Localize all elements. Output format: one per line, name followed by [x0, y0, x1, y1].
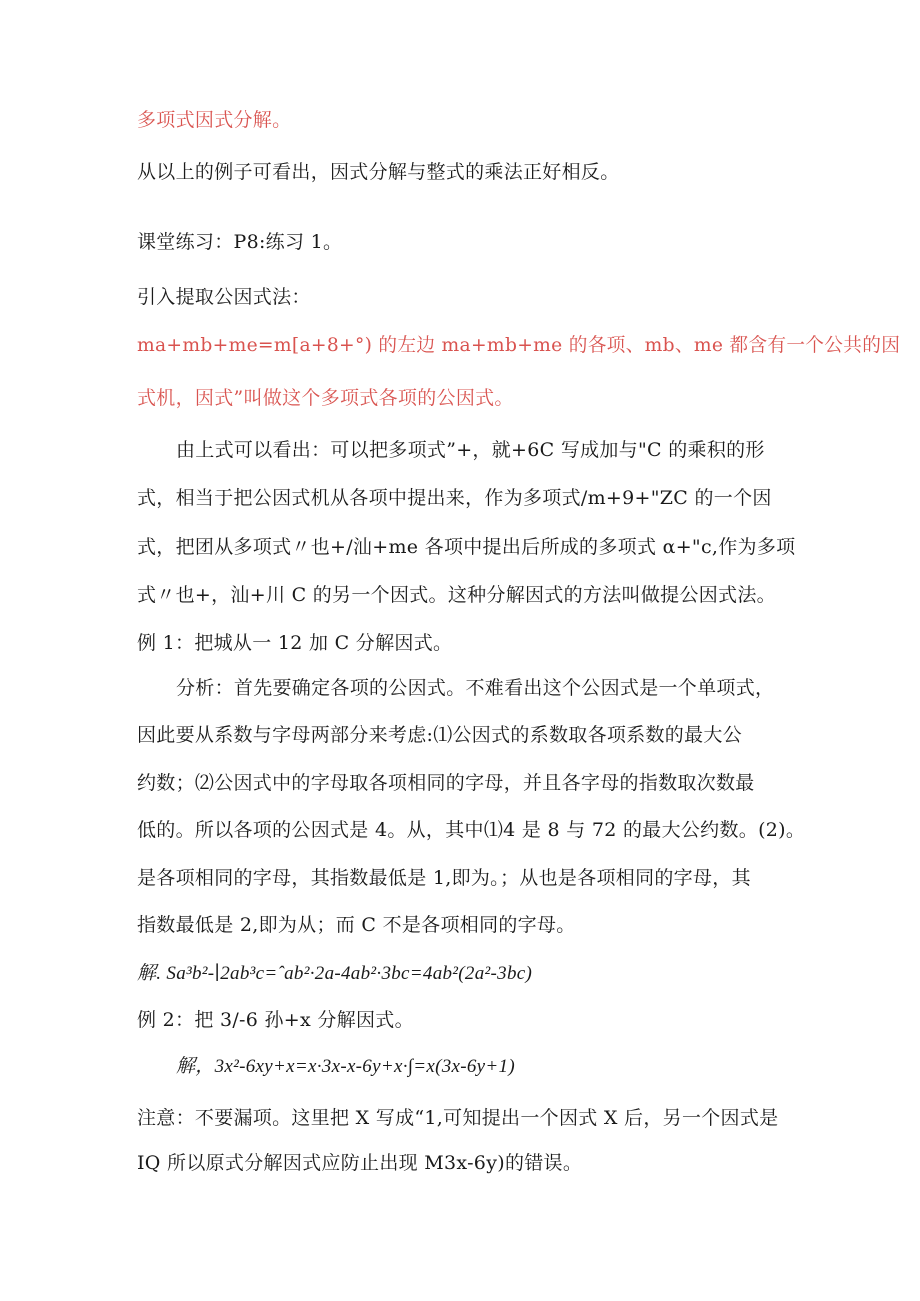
- text-line: IQ 所以原式分解因式应防止出现 M3x-6y)的错误。: [137, 1152, 583, 1174]
- text-line: 式，相当于把公因式机从各项中提出来，作为多项式/m+9+"ZC 的一个因: [137, 487, 772, 509]
- text-line: 由上式可以看出：可以把多项式”+，就+6C 写成加与"C 的乘积的形: [176, 439, 765, 461]
- text-line: ma+mb+me=m[a+8+°) 的左边 ma+mb+me 的各项、mb、me 都含有一个公共的因: [137, 334, 901, 356]
- text-line: 式〃也+，汕+川 C 的另一个因式。这种分解因式的方法叫做提公因式法。: [137, 584, 776, 606]
- text-line: 指数最低是 2,即为从；而 C 不是各项相同的字母。: [137, 914, 576, 936]
- solution-line: 解. Sa³b²-∣2ab³c=ˆab²·2a-4ab²·3bc=4ab²(2a²-3bc): [137, 963, 533, 984]
- text-line: 是各项相同的字母，其指数最低是 1,即为。；从也是各项相同的字母，其: [137, 867, 751, 889]
- text-line: 分析：首先要确定各项的公因式。不难看出这个公因式是一个单项式，: [176, 677, 775, 699]
- solution-line: 解，3x²-6xy+x=x·3x-x-6y+x·∫=x(3x-6y+1): [176, 1056, 515, 1077]
- text-line: 引入提取公因式法：: [137, 286, 311, 308]
- text-line: 因此要从系数与字母两部分来考虑:⑴公因式的系数取各项系数的最大公: [137, 724, 743, 746]
- text-line: 式机，因式”叫做这个多项式各项的公因式。: [137, 387, 514, 409]
- text-line: 式，把团从多项式〃也+/汕+me 各项中提出后所成的多项式 α+"c,作为多项: [137, 536, 796, 558]
- text-line: 注意：不要漏项。这里把 X 写成“1,可知提出一个因式 X 后，另一个因式是: [137, 1107, 779, 1129]
- text-line: 约数；⑵公因式中的字母取各项相同的字母，并且各字母的指数取次数最: [137, 772, 755, 794]
- text-line: 例 1：把城从一 12 加 C 分解因式。: [137, 632, 453, 654]
- text-line: 课堂练习：P8:练习 1。: [137, 231, 343, 253]
- text-line: 例 2：把 3/-6 孙+x 分解因式。: [137, 1009, 414, 1031]
- text-line: 低的。所以各项的公因式是 4。从，其中⑴4 是 8 与 72 的最大公约数。(2)。: [137, 819, 806, 841]
- text-line: 多项式因式分解。: [137, 109, 292, 131]
- text-line: 从以上的例子可看出，因式分解与整式的乘法正好相反。: [137, 161, 620, 183]
